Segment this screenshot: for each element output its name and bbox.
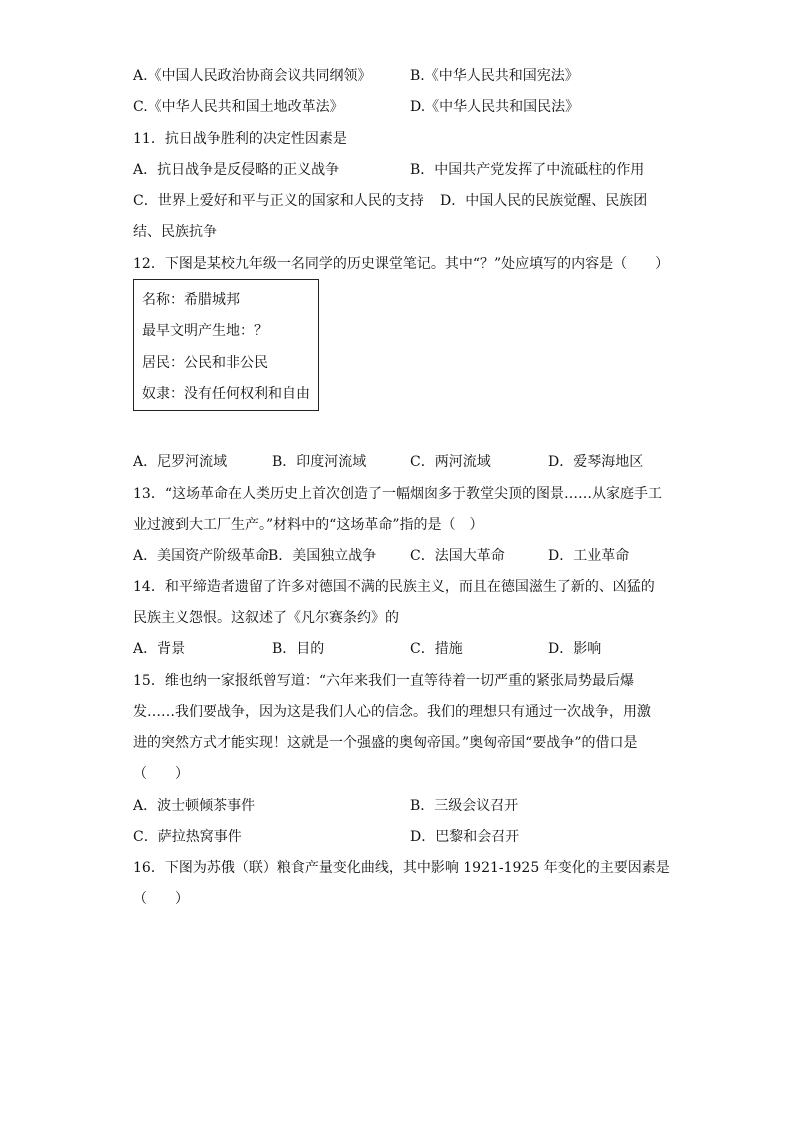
q12-option-c: C．两河流域 (410, 454, 491, 470)
q14-option-a: A．背景 (133, 641, 186, 657)
q10-option-b: B.《中华人民共和国宪法》 (410, 68, 579, 84)
q16-stem: 16．下图为苏俄（联）粮食产量变化曲线，其中影响 1921-1925 年变化的主要因素是 (133, 860, 670, 876)
q11-option-d-continued: 结、民族抗争 (133, 224, 217, 240)
q11-option-a: A．抗日战争是反侵略的正义战争 (133, 162, 340, 178)
q13-stem-continued: 业过渡到大工厂生产。”材料中的“这场革命”指的是（ ） (133, 517, 484, 533)
q14-stem-continued: 民族主义怨恨。这叙述了《凡尔赛条约》的 (133, 610, 399, 626)
q14-option-d: D．影响 (548, 641, 602, 657)
q11-stem: 11．抗日战争胜利的决定性因素是 (133, 131, 347, 147)
q10-option-a: A.《中国人民政治协商会议共同纲领》 (133, 68, 372, 84)
q16-answer-bracket: （ ） (133, 891, 189, 907)
q15-option-b: B．三级会议召开 (410, 798, 519, 814)
q13-option-a: A．美国资产阶级革命 (133, 548, 270, 564)
q15-option-d: D．巴黎和会召开 (410, 829, 520, 845)
q10-option-c: C.《中华人民共和国土地改革法》 (133, 99, 344, 115)
q14-option-c: C．措施 (410, 641, 463, 657)
q11-option-b: B．中国共产党发挥了中流砥柱的作用 (410, 162, 645, 178)
q13-option-c: C．法国大革命 (410, 548, 505, 564)
q13-option-d: D．工业革命 (548, 548, 630, 564)
q12-notes-line: 名称：希腊城邦 (142, 292, 240, 308)
q12-notes-line: 最早文明产生地：？ (142, 323, 268, 339)
q15-stem: 15．维也纳一家报纸曾写道：“六年来我们一直等待着一切严重的紧张局势最后爆 (133, 673, 634, 689)
q13-stem: 13．“这场革命在人类历史上首次创造了一幅烟囱多于教堂尖顶的图景……从家庭手工 (133, 486, 662, 502)
q11-option-c: C．世界上爱好和平与正义的国家和人民的支持 (133, 193, 424, 209)
q15-answer-bracket: （ ） (133, 766, 189, 782)
q15-stem-continued: 进的突然方式才能实现！这就是一个强盛的奥匈帝国。”奥匈帝国“要战争”的借口是 (133, 735, 638, 751)
q12-option-a: A．尼罗河流域 (133, 454, 228, 470)
q14-stem: 14．和平缔造者遗留了许多对德国不满的民族主义，而且在德国滋生了新的、凶猛的 (133, 579, 655, 595)
q12-notes-line: 居民：公民和非公民 (142, 355, 268, 371)
q15-option-c: C．萨拉热窝事件 (133, 829, 242, 845)
q10-option-d: D.《中华人民共和国民法》 (410, 99, 580, 115)
q13-option-b: B．美国独立战争 (268, 548, 377, 564)
q12-option-b: B．印度河流域 (272, 454, 367, 470)
q14-option-b: B．目的 (272, 641, 325, 657)
q12-option-d: D．爱琴海地区 (548, 454, 644, 470)
q11-option-d: D．中国人民的民族觉醒、民族团 (440, 193, 648, 209)
q12-stem: 12．下图是某校九年级一名同学的历史课堂笔记。其中“？”处应填写的内容是（ ） (133, 256, 670, 272)
q12-notes-line: 奴隶：没有任何权利和自由 (142, 386, 310, 402)
q12-notes-box (133, 279, 319, 411)
q15-stem-continued: 发……我们要战争，因为这是我们人心的信念。我们的理想只有通过一次战争，用激 (133, 704, 651, 720)
q15-option-a: A．波士顿倾茶事件 (133, 798, 256, 814)
